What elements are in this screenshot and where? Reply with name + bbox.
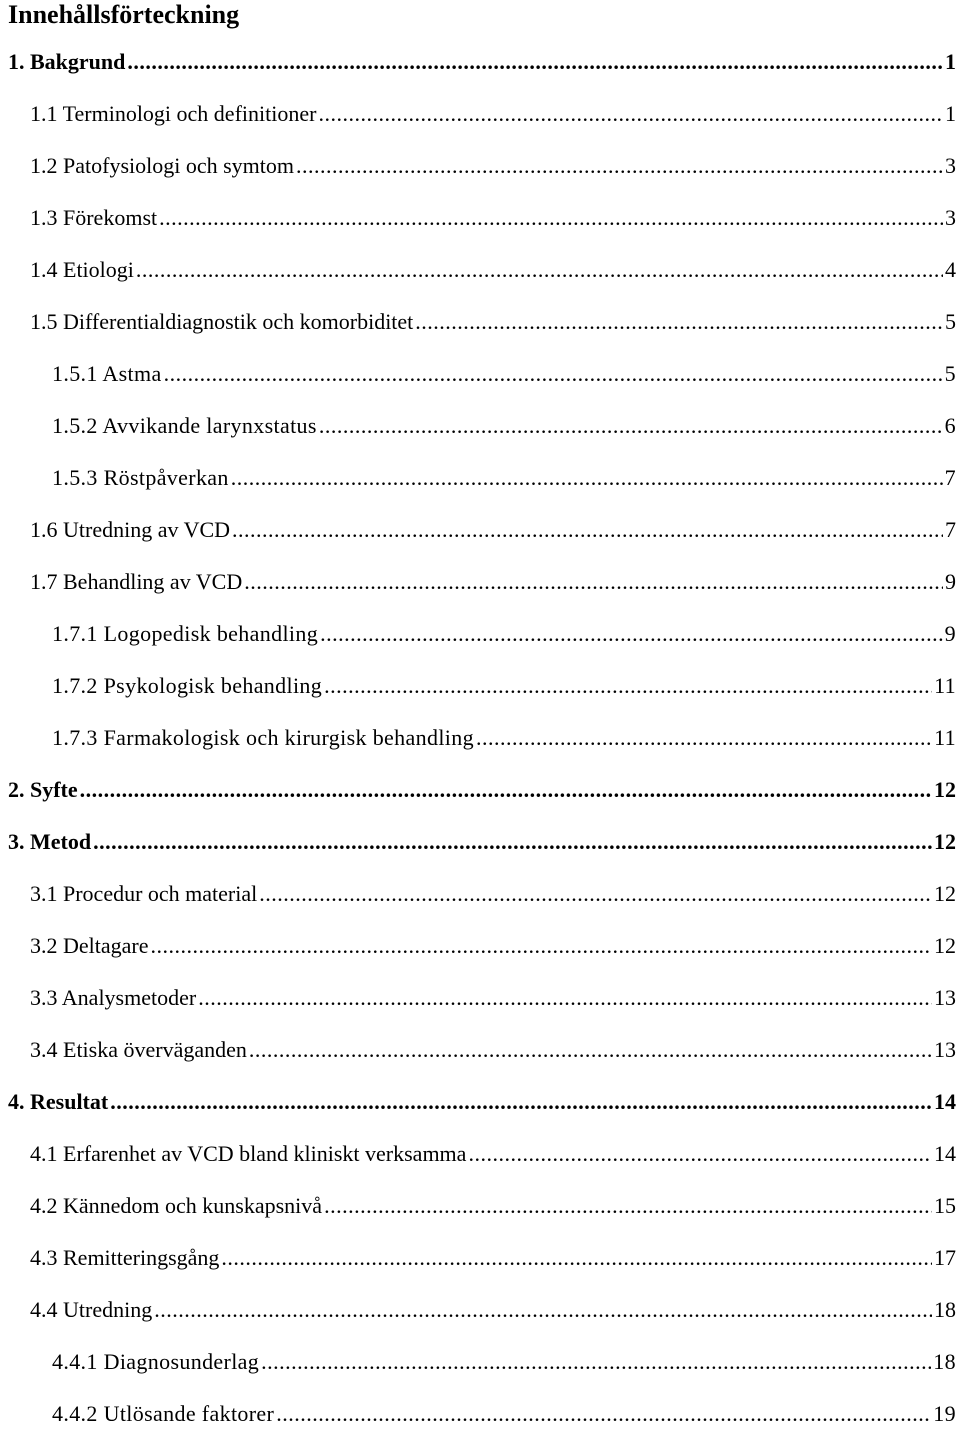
toc-entry-page: 12 (934, 881, 956, 906)
toc-entry-page: 15 (934, 1193, 956, 1218)
toc-entry-label: 4.2 Kännedom och kunskapsnivå (30, 1193, 323, 1218)
toc-entry-page: 13 (934, 1037, 956, 1062)
dot-leader (319, 406, 943, 446)
toc-entry-label: 2. Syfte (8, 777, 78, 802)
toc-entry-label: 1.2 Patofysiologi och symtom (30, 153, 294, 178)
dot-leader (261, 1342, 931, 1382)
dot-leader (221, 1238, 932, 1278)
toc-entry-page: 5 (944, 361, 956, 386)
toc-entry[interactable] (52, 406, 960, 446)
toc-entry-label: 3. Metod (8, 829, 92, 854)
toc-entry-page: 3 (945, 153, 956, 178)
dot-leader (324, 1186, 932, 1226)
toc-entry-label: 1.6 Utredning av VCD (30, 517, 231, 542)
toc-entry-page: 3 (945, 205, 956, 230)
toc-entry-label: 1.7.2 Psykologisk behandling (52, 673, 323, 698)
toc-entry-label: 1.7.1 Logopedisk behandling (52, 621, 319, 646)
toc-entry-page: 9 (944, 621, 956, 646)
toc-entry[interactable] (30, 302, 960, 342)
toc-entry-label: 1.3 Förekomst (30, 205, 158, 230)
toc-entry[interactable] (8, 42, 960, 82)
toc-entry[interactable] (30, 146, 960, 186)
toc-entry-label: 1. Bakgrund (8, 49, 126, 74)
dot-leader (151, 926, 933, 966)
toc-entry-page: 11 (934, 725, 956, 750)
toc-entry-page: 19 (933, 1401, 956, 1426)
toc-entry-page: 1 (945, 49, 956, 74)
toc-entry-label: 4.1 Erfarenhet av VCD bland kliniskt verksamma (30, 1141, 467, 1166)
dot-leader (476, 718, 932, 758)
dot-leader (159, 198, 943, 238)
dot-leader (468, 1134, 932, 1174)
toc-entry[interactable] (30, 198, 960, 238)
toc-entry-label: 1.1 Terminologi och definitioner (30, 101, 317, 126)
dot-leader (110, 1082, 932, 1122)
toc-entry-page: 14 (934, 1089, 956, 1114)
dot-leader (318, 94, 943, 134)
toc-entry[interactable] (30, 250, 960, 290)
toc-entry[interactable] (30, 978, 960, 1018)
toc-entry[interactable] (8, 770, 960, 810)
toc-entry[interactable] (52, 1342, 960, 1382)
toc-entry[interactable] (52, 1394, 960, 1434)
toc-entry-page: 12 (934, 933, 956, 958)
dot-leader (249, 1030, 932, 1070)
dot-leader (232, 510, 943, 550)
toc-entry[interactable] (8, 1082, 960, 1122)
toc-entry[interactable] (8, 822, 960, 862)
toc-entry-page: 12 (934, 829, 956, 854)
dot-leader (80, 770, 932, 810)
dot-leader (415, 302, 943, 342)
toc-entry-label: 4.3 Remitteringsgång (30, 1245, 220, 1270)
toc-entry[interactable] (30, 874, 960, 914)
toc-entry-label: 3.3 Analysmetoder (30, 985, 197, 1010)
dot-leader (127, 42, 943, 82)
toc-entry[interactable] (30, 562, 960, 602)
page-title: Innehållsförteckning (8, 0, 240, 29)
toc-entry-label: 1.5.2 Avvikande larynxstatus (52, 413, 317, 438)
toc-entry-label: 4.4 Utredning (30, 1297, 153, 1322)
toc-entry[interactable] (30, 1186, 960, 1226)
toc-entry-page: 4 (945, 257, 956, 282)
toc-entry-label: 4.4.2 Utlösande faktorer (52, 1401, 275, 1426)
toc-entry-label: 1.5.1 Astma (52, 361, 162, 386)
dot-leader (244, 562, 943, 602)
toc-entry-page: 9 (945, 569, 956, 594)
dot-leader (276, 1394, 931, 1434)
toc-entry-label: 1.5 Differentialdiagnostik och komorbiditet (30, 309, 414, 334)
toc-entry[interactable] (30, 510, 960, 550)
dot-leader (93, 822, 932, 862)
toc-entry-page: 6 (944, 413, 956, 438)
dot-leader (324, 666, 932, 706)
dot-leader (259, 874, 932, 914)
toc-entry-page: 1 (945, 101, 956, 126)
dot-leader (136, 250, 943, 290)
toc-entry-label: 3.4 Etiska överväganden (30, 1037, 247, 1062)
toc-entry-page: 18 (934, 1297, 956, 1322)
toc-entry-page: 5 (945, 309, 956, 334)
toc-entry-page: 18 (933, 1349, 956, 1374)
toc-entry[interactable] (52, 354, 960, 394)
dot-leader (296, 146, 943, 186)
toc-entry-page: 7 (945, 517, 956, 542)
toc-entry-page: 7 (944, 465, 956, 490)
toc-entry[interactable] (30, 94, 960, 134)
toc-entry-page: 14 (934, 1141, 956, 1166)
toc-entry-page: 17 (934, 1245, 956, 1270)
toc-entry[interactable] (30, 1030, 960, 1070)
toc-entry[interactable] (30, 926, 960, 966)
toc-entry-label: 3.1 Procedur och material (30, 881, 258, 906)
toc-entry[interactable] (52, 666, 960, 706)
toc-entry-label: 1.4 Etiologi (30, 257, 134, 282)
toc-entry[interactable] (30, 1290, 960, 1330)
toc-entry[interactable] (52, 718, 960, 758)
toc-entry-page: 12 (934, 777, 956, 802)
toc-entry-label: 3.2 Deltagare (30, 933, 149, 958)
dot-leader (198, 978, 932, 1018)
toc-entry-label: 4.4.1 Diagnosunderlag (52, 1349, 260, 1374)
toc-entry[interactable] (52, 458, 960, 498)
dot-leader (154, 1290, 932, 1330)
toc-entry-label: 1.5.3 Röstpåverkan (52, 465, 229, 490)
dot-leader (164, 354, 943, 394)
toc-entry-page: 11 (934, 673, 956, 698)
toc-entry[interactable] (52, 614, 960, 654)
toc-entry-label: 1.7.3 Farmakologisk och kirurgisk behandling (52, 725, 474, 750)
toc-entry[interactable] (30, 1238, 960, 1278)
toc-entry-label: 4. Resultat (8, 1089, 109, 1114)
toc-entry[interactable] (30, 1134, 960, 1174)
dot-leader (320, 614, 943, 654)
dot-leader (231, 458, 943, 498)
toc-entry-page: 13 (934, 985, 956, 1010)
toc-entry-label: 1.7 Behandling av VCD (30, 569, 243, 594)
